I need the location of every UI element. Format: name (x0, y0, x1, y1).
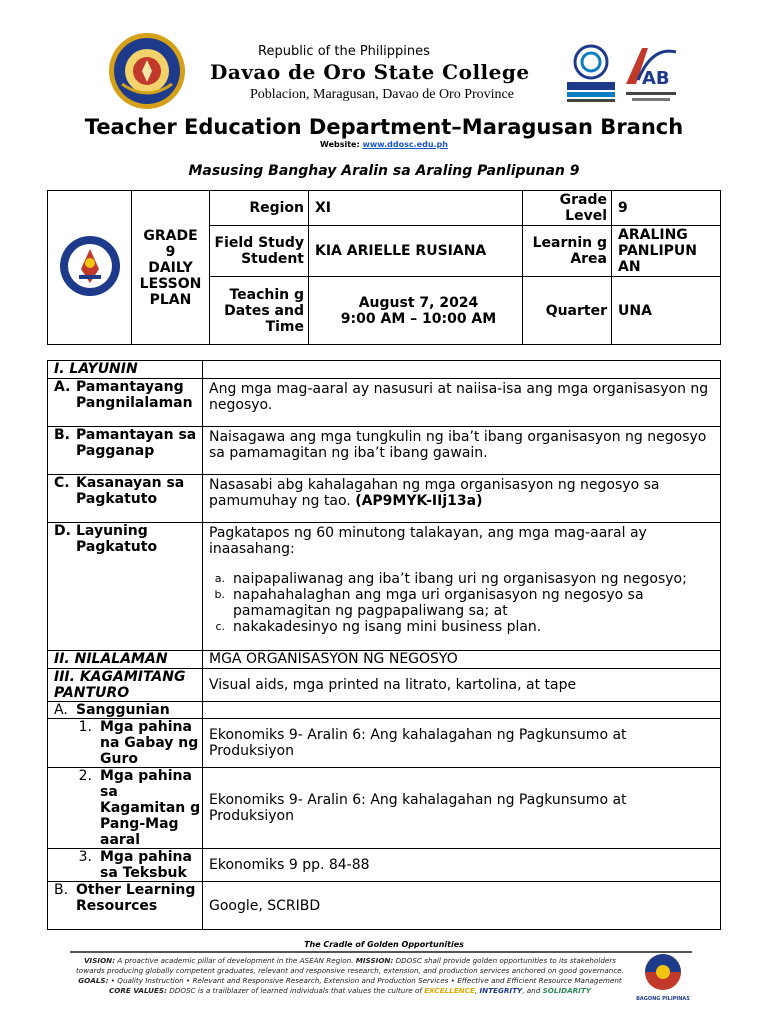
lesson-subtitle: Masusing Banghay Aralin sa Araling Panlipunan 9 (188, 163, 580, 179)
competency-code: (AP9MYK-IIj13a) (355, 493, 483, 509)
item-key: D. (54, 523, 71, 539)
objectives-intro: Pagkatapos ng 60 minutong talakayan, ang mga mag-aaral ay inaasahang: (209, 525, 647, 557)
other-resources-label (48, 882, 203, 930)
ref-label: Mga pahina sa Teksbuk (100, 849, 192, 881)
footer-divider (70, 951, 692, 953)
socotec-iso-logo-icon (563, 40, 619, 106)
footer-text (70, 956, 630, 996)
objective-item: c. nakakadesinyo ng isang mini business plan. (215, 619, 542, 635)
ref-number: 2. (78, 768, 92, 784)
field-study-label: Field Study Student (210, 226, 309, 277)
item-label: Kasanayan sa Pagkatuto (76, 475, 185, 507)
ref-text-3: Ekonomiks 9 pp. 84-88 (203, 849, 721, 882)
department-title: Teacher Education Department–Maragusan Branch (84, 115, 684, 139)
field-study-value: KIA ARIELLE RUSIANA (309, 226, 523, 277)
ref-label-1 (48, 719, 203, 768)
region-label: Region (210, 191, 309, 226)
kagamitan-text: Visual aids, mga printed na litrato, kartolina, at tape (203, 669, 721, 702)
item-label: Sanggunian (76, 702, 170, 718)
ref-label-2 (48, 768, 203, 849)
lesson-plan-table (47, 360, 721, 930)
ref-label: Mga pahina na Gabay ng Guro (100, 719, 199, 767)
teaching-dates-label: Teachin g Dates and Time (210, 277, 309, 345)
website-line (0, 140, 768, 149)
goals: GOALS: • Quality Instruction • Relevant and Responsive Research, Extension and Production Services • Effective and Efficient Resource Management (78, 976, 622, 985)
grade-level-value: 9 (612, 191, 721, 226)
bagong-pilipinas-icon (636, 952, 690, 992)
row-label-c (48, 475, 203, 523)
teaching-date: August 7, 2024 (358, 294, 479, 311)
row-text-b: Naisagawa ang mga tungkulin ng iba’t ibang organisasyon ng negosyo sa pamamagitan ng iba’t ibang gawain. (203, 427, 721, 475)
bagong-pilipinas-text: BAGONG PILIPINAS (636, 996, 690, 1002)
competency-text: Nasasabi abg kahalagahan ng mga organisasyon ng negosyo sa pamumuhay ng tao. (209, 477, 660, 509)
row-text-c (203, 475, 721, 523)
website-link[interactable]: www.ddosc.edu.ph (362, 140, 448, 149)
letterhead (0, 0, 768, 115)
grade-plan-cell (132, 191, 210, 345)
item-key: B. (54, 882, 69, 898)
objective-item: a. naipapaliwanag ang iba’t ibang uri ng organisasyon ng negosyo; (214, 571, 687, 587)
svg-text:AB: AB (642, 68, 670, 89)
item-key: A. (54, 702, 68, 718)
empty-cell (203, 361, 721, 379)
item-label: Layuning Pagkatuto (76, 523, 158, 555)
item-label: Pamantayang Pangnilalaman (76, 379, 193, 411)
teaching-dates-value (309, 277, 523, 345)
row-label-b (48, 427, 203, 475)
item-key: A. (54, 379, 71, 395)
sanggunian-label (48, 702, 203, 719)
college-name: Davao de Oro State College (210, 60, 530, 84)
grade-plan-line: DAILY (148, 259, 193, 276)
nilalaman-text: MGA ORGANISASYON NG NEGOSYO (203, 651, 721, 669)
vision-mission: VISION: A proactive academic pillar of development in the ASEAN Region. MISSION: DDOSC shall provide golden opportunities to its stakeholders towards producing globally competent graduates, relevant and responsive research, extension, and production services anchored on good governance. (75, 956, 624, 975)
pab-logo-icon (620, 40, 682, 108)
website-label: Website: (320, 140, 363, 149)
objective-item: b. napahahalaghan ang mga uri organisasyon ng negosyo sa pamamagitan ng pagpapaliwang sa; at (214, 587, 644, 619)
ref-text-2: Ekonomiks 9- Aralin 6: Ang kahalagahan ng Pagkunsumo at Produksiyon (203, 768, 721, 849)
grade-level-label: Grade Level (523, 191, 612, 226)
college-seal-icon (108, 32, 186, 110)
core-values: CORE VALUES: DDOSC is a trailblazer of learned individuals that values the culture of EXCELLENCE, INTEGRITY, and SOLIDARITY (109, 986, 591, 995)
deped-logo-cell (48, 191, 132, 345)
item-label: Other Learning Resources (76, 882, 196, 914)
row-text-d (203, 523, 721, 651)
bagong-pilipinas-logo (636, 952, 690, 1002)
grade-plan-line: GRADE (143, 227, 198, 244)
ref-text-1: Ekonomiks 9- Aralin 6: Ang kahalagahan ng Pagkunsumo at Produksiyon (203, 719, 721, 768)
grade-plan-line: LESSON (139, 275, 202, 292)
section-nilalaman: II. NILALAMAN (48, 651, 203, 669)
ref-label-3 (48, 849, 203, 882)
grade-plan-line: PLAN (149, 291, 192, 308)
item-label: Pamantayan sa Pagganap (76, 427, 197, 459)
row-label-a (48, 379, 203, 427)
row-label-d (48, 523, 203, 651)
republic-text: Republic of the Philippines (258, 44, 430, 59)
learning-area-label: Learnin g Area (523, 226, 612, 277)
teaching-time: 9:00 AM – 10:00 AM (340, 310, 497, 327)
row-text-a: Ang mga mag-aaral ay nasusuri at naiisa-isa ang mga organisasyon ng negosyo. (203, 379, 721, 427)
item-key: C. (54, 475, 70, 491)
section-layunin: I. LAYUNIN (48, 361, 203, 379)
deped-seal-icon (59, 235, 121, 297)
ref-label: Mga pahina sa Kagamitan g Pang-Mag aaral (100, 768, 201, 848)
ref-number: 1. (78, 719, 92, 735)
footer-tagline: The Cradle of Golden Opportunities (304, 940, 464, 949)
quarter-label: Quarter (523, 277, 612, 345)
item-key: B. (54, 427, 70, 443)
info-table (47, 190, 721, 345)
quarter-value: UNA (612, 277, 721, 345)
learning-area-value: ARALING PANLIPUN AN (612, 226, 721, 277)
region-value: XI (309, 191, 523, 226)
college-address: Poblacion, Maragusan, Davao de Oro Province (250, 87, 514, 102)
grade-plan-line: 9 (165, 243, 176, 260)
objectives-list (209, 571, 714, 635)
other-resources-text: Google, SCRIBD (203, 882, 721, 930)
section-kagamitan: III. KAGAMITANG PANTURO (48, 669, 203, 702)
ref-number: 3. (78, 849, 92, 865)
empty-cell (203, 702, 721, 719)
